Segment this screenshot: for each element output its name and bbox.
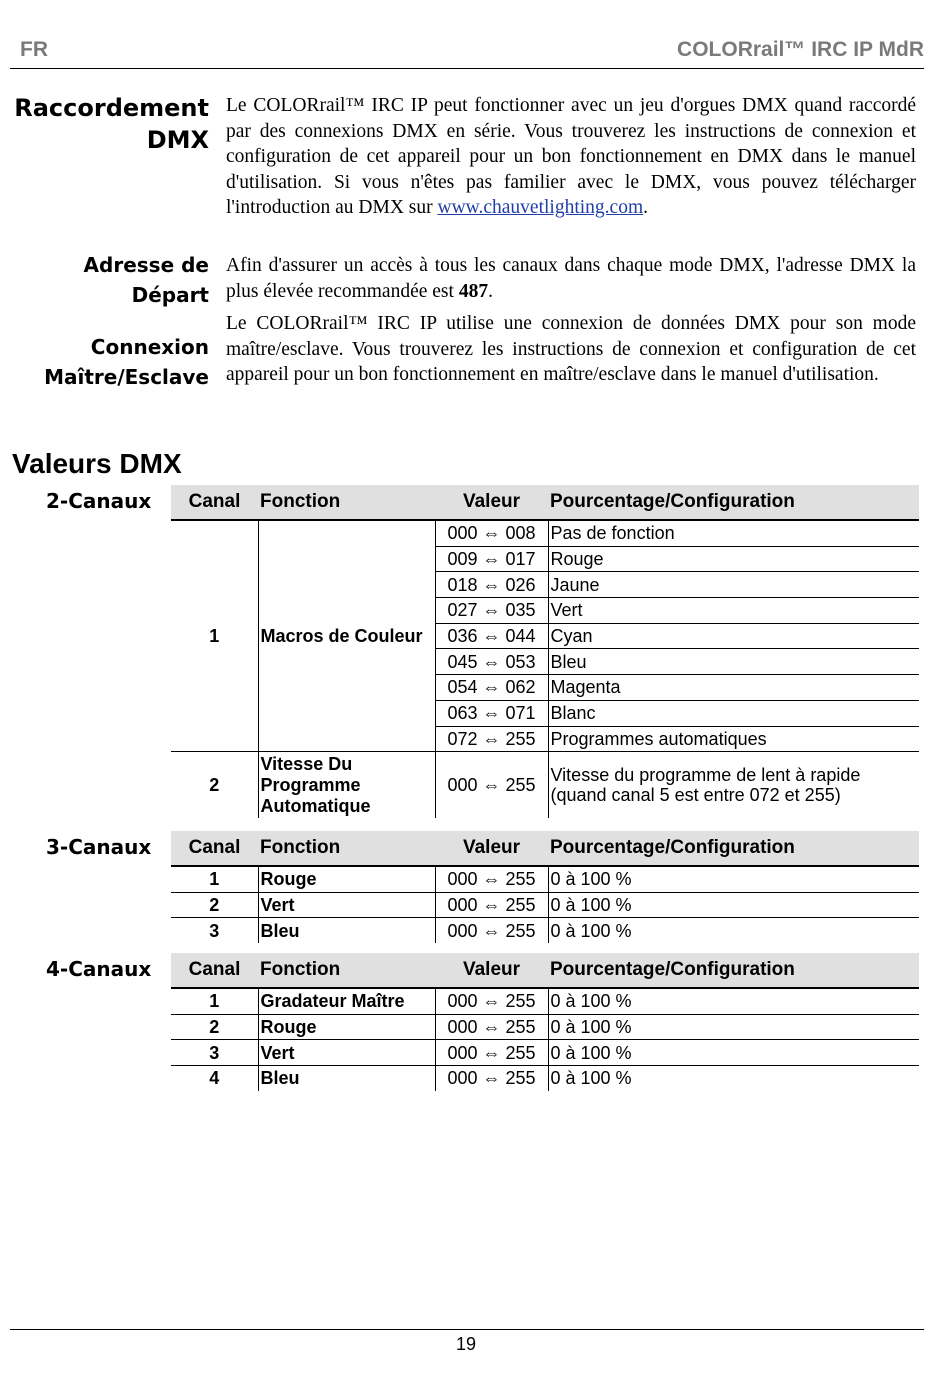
cell-canal: 1	[171, 520, 258, 752]
table-header-row	[171, 953, 919, 988]
dmx-table-2ch	[171, 485, 919, 818]
cell-canal: 1	[171, 988, 258, 1014]
cell-canal: 2	[209, 775, 220, 796]
master-slave-text: Le COLORrail™ IRC IP utilise une connexion de données DMX pour son mode maître/esclave. Vous trouverez les instructions de connexion et configuration de cet appareil pour un bon fonctionnement en maître/esclave dans le manuel d'utilisation.	[226, 313, 916, 385]
cell-config: Bleu	[548, 649, 919, 675]
section-label-master-slave: Connexion Maître/Esclave	[44, 335, 209, 389]
col-canal: Canal	[171, 485, 258, 520]
language-code: FR	[20, 38, 48, 61]
cell-config: 0 à 100 %	[548, 1014, 919, 1040]
footer-rule	[10, 1329, 924, 1330]
table-row	[171, 1040, 919, 1066]
cell-config: 0 à 100 %	[548, 988, 919, 1014]
table-row	[171, 520, 919, 546]
table-row	[171, 988, 919, 1014]
cell-config: Cyan	[548, 623, 919, 649]
col-fonction: Fonction	[258, 831, 435, 866]
cell-fonction: Rouge	[258, 866, 435, 892]
page-header	[10, 36, 924, 69]
table-header-row	[171, 485, 919, 520]
col-canal: Canal	[171, 953, 258, 988]
cell-fonction: Vert	[258, 1040, 435, 1066]
cell-canal: 2	[171, 1014, 258, 1040]
col-valeur: Valeur	[435, 953, 548, 988]
col-valeur: Valeur	[435, 485, 548, 520]
table-header-row	[171, 831, 919, 866]
col-fonction: Fonction	[258, 953, 435, 988]
cell-config: 0 à 100 %	[548, 918, 919, 943]
cell-valeur: 009 ⇔ 017	[435, 546, 548, 572]
dmx-connection-text: Le COLORrail™ IRC IP peut fonctionner avec un jeu d'orgues DMX quand raccordé par des connexions DMX en série. Vous trouverez les instructions de connexion et configuration de cet appareil pour un bon fonctionnement en DMX dans le manuel d'utilisation. Si vous n'êtes pas familier avec le DMX, vous pouvez télécharger l'introduction au DMX sur www.chauvetlighting.com.	[226, 95, 916, 218]
cell-valeur: 018 ⇔ 026	[435, 572, 548, 598]
cell-canal: 4	[209, 1068, 220, 1089]
start-address-text: Afin d'assurer un accès à tous les canaux dans chaque mode DMX, l'adresse DMX la plus élevée recommandée est 487.	[226, 255, 916, 302]
cell-config: Vitesse du programme de lent à rapide (quand canal 5 est entre 072 et 255)	[548, 752, 919, 819]
cell-valeur: 000 ⇔ 255	[435, 918, 548, 943]
table-row	[171, 866, 919, 892]
cell-valeur: 063 ⇔ 071	[435, 700, 548, 726]
cell-valeur: 036 ⇔ 044	[435, 623, 548, 649]
table-row	[171, 1014, 919, 1040]
cell-config: 0 à 100 %	[548, 1040, 919, 1066]
cell-fonction: Macros de Couleur	[258, 520, 435, 752]
col-valeur: Valeur	[435, 831, 548, 866]
cell-valeur: 000 ⇔ 255	[435, 1066, 548, 1091]
cell-config: 0 à 100 %	[548, 892, 919, 918]
cell-valeur: 072 ⇔ 255	[435, 726, 548, 752]
mode-label-3ch: 3-Canaux	[46, 835, 152, 859]
table-row	[171, 918, 919, 943]
table-row	[171, 892, 919, 918]
col-config: Pourcentage/Configuration	[548, 831, 919, 866]
cell-fonction: Gradateur Maître	[258, 988, 435, 1014]
cell-valeur: 000 ⇔ 255	[435, 1014, 548, 1040]
col-config: Pourcentage/Configuration	[548, 953, 919, 988]
cell-config: Rouge	[548, 546, 919, 572]
cell-canal: 1	[171, 866, 258, 892]
col-fonction: Fonction	[258, 485, 435, 520]
cell-canal: 3	[171, 1040, 258, 1066]
cell-config: Pas de fonction	[548, 520, 919, 546]
cell-config: Magenta	[548, 675, 919, 701]
cell-config: Programmes automatiques	[548, 726, 919, 752]
cell-valeur: 027 ⇔ 035	[435, 598, 548, 624]
dmx-values-title: Valeurs DMX	[12, 448, 182, 479]
cell-fonction: Bleu	[258, 918, 435, 943]
cell-valeur: 054 ⇔ 062	[435, 675, 548, 701]
cell-fonction: Rouge	[258, 1014, 435, 1040]
cell-valeur: 000 ⇔ 255	[435, 866, 548, 892]
cell-valeur: 000 ⇔ 255	[435, 988, 548, 1014]
section-label-dmx-connection: Raccordement DMX	[14, 94, 209, 154]
cell-valeur: 000 ⇔ 255	[435, 752, 548, 819]
cell-config: 0 à 100 %	[548, 866, 919, 892]
cell-valeur: 000 ⇔ 255	[435, 1040, 548, 1066]
cell-valeur: 000 ⇔ 255	[435, 892, 548, 918]
cell-config: Blanc	[548, 700, 919, 726]
dmx-table-4ch	[171, 953, 919, 1091]
page-number: 19	[455, 1334, 477, 1354]
table-row	[171, 1066, 919, 1091]
col-config: Pourcentage/Configuration	[548, 485, 919, 520]
cell-fonction: Bleu	[258, 1066, 435, 1091]
mode-label-2ch: 2-Canaux	[46, 489, 152, 513]
cell-config: Jaune	[548, 572, 919, 598]
cell-canal: 2	[171, 892, 258, 918]
dmx-table-3ch	[171, 831, 919, 943]
max-address-value: 487	[458, 280, 489, 302]
cell-config: Vert	[548, 598, 919, 624]
cell-valeur: 045 ⇔ 053	[435, 649, 548, 675]
cell-valeur: 000 ⇔ 008	[435, 520, 548, 546]
table-row	[171, 752, 919, 819]
cell-config: 0 à 100 %	[548, 1066, 919, 1091]
section-label-start-address: Adresse de Départ	[83, 253, 209, 307]
cell-fonction: Vert	[258, 892, 435, 918]
cell-canal: 3	[209, 920, 220, 941]
cell-fonction: Vitesse Du Programme Automatique	[258, 752, 435, 819]
mode-label-4ch: 4-Canaux	[46, 957, 152, 981]
document-title: COLORrail™ IRC IP MdR	[677, 38, 924, 61]
col-canal: Canal	[171, 831, 258, 866]
chauvet-link[interactable]: www.chauvetlighting.com	[437, 197, 644, 218]
